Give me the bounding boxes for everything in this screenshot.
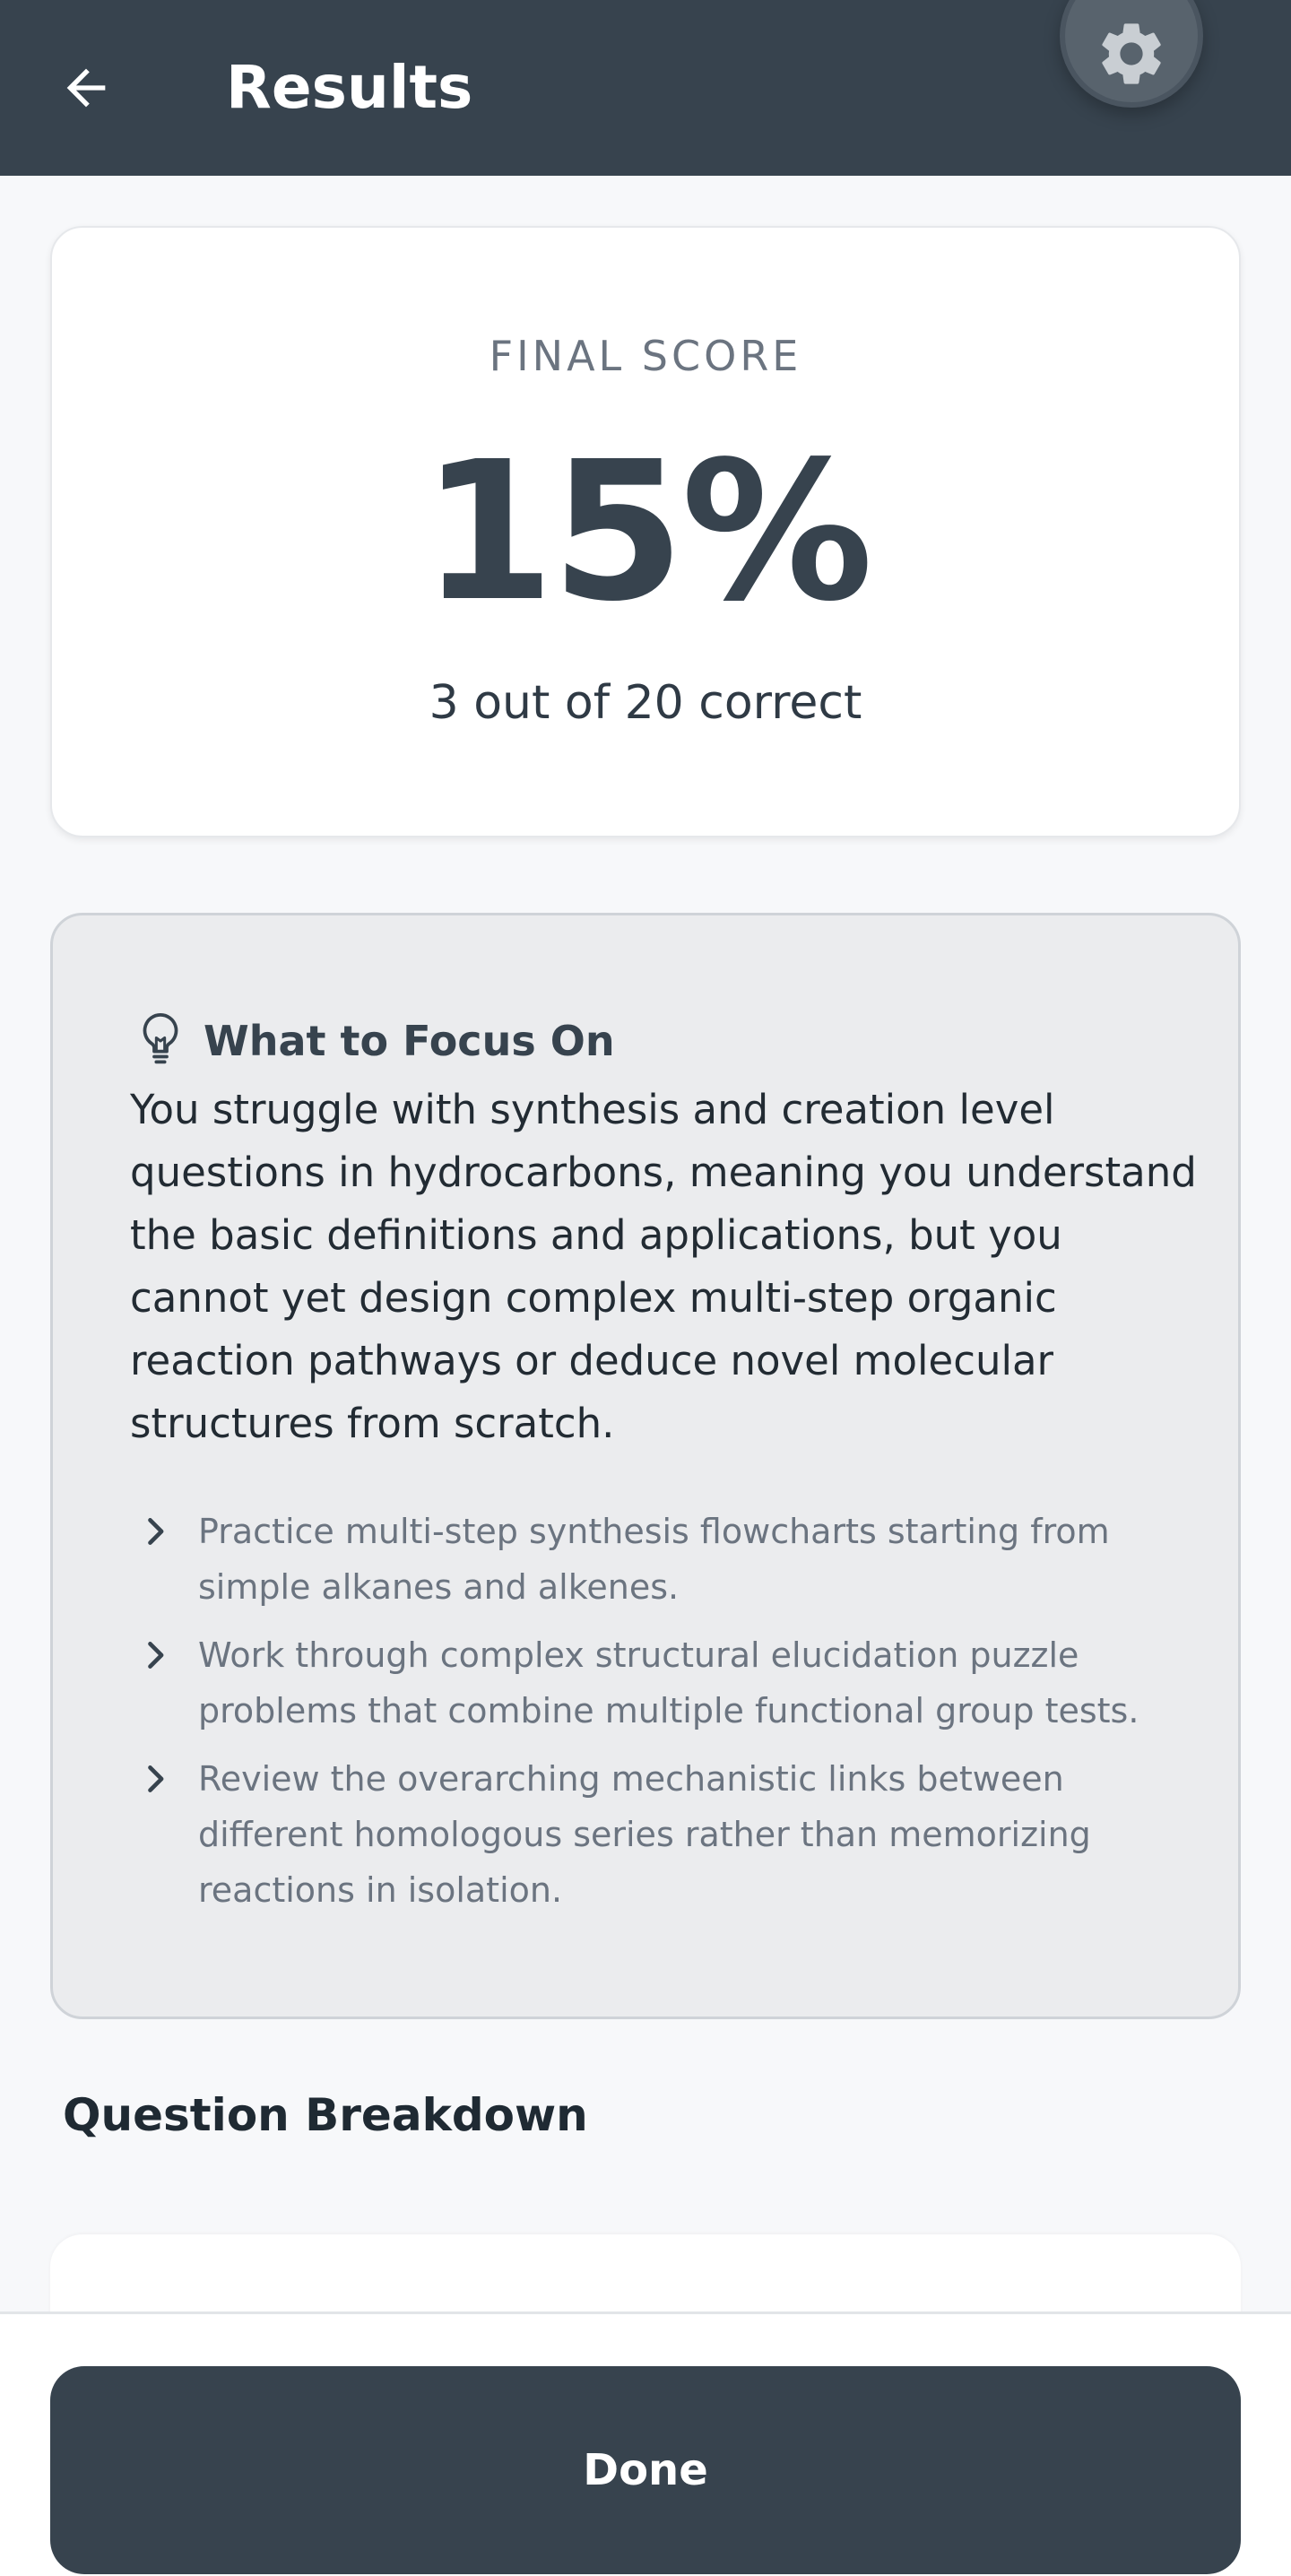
score-label: FINAL SCORE <box>489 332 802 380</box>
focus-tip <box>135 1504 1184 1615</box>
focus-tip <box>135 1627 1184 1739</box>
done-button[interactable]: Done <box>50 2366 1241 2574</box>
focus-tip-text: Work through complex structural elucidation puzzle problems that combine multiple functional group tests. <box>198 1635 1139 1730</box>
focus-title: What to Focus On <box>204 1017 615 1065</box>
chevron-right-icon <box>135 1627 177 1683</box>
chevron-right-icon <box>135 1504 177 1559</box>
lightbulb-icon <box>135 1009 186 1073</box>
breakdown-heading: Question Breakdown <box>63 2089 588 2141</box>
focus-tip-text: Practice multi-step synthesis flowcharts starting from simple alkanes and alkenes. <box>198 1512 1110 1607</box>
settings-button[interactable] <box>1060 0 1203 108</box>
app-header <box>0 0 1291 176</box>
score-summary: 3 out of 20 correct <box>429 676 862 730</box>
back-button[interactable] <box>50 52 122 124</box>
chevron-right-icon <box>135 1751 177 1807</box>
page-title: Results <box>226 53 473 122</box>
focus-tip <box>135 1751 1184 1918</box>
gear-icon <box>1094 16 1169 91</box>
score-card <box>50 226 1241 837</box>
focus-card <box>50 913 1241 2019</box>
focus-header <box>135 994 615 1088</box>
focus-tip-text: Review the overarching mechanistic links between different homologous series rather than memorizing reactions in isolation. <box>198 1759 1091 1910</box>
focus-tips-list <box>135 1504 1184 1930</box>
score-value: 15% <box>420 421 871 644</box>
focus-description: You struggle with synthesis and creation level questions in hydrocarbons, meaning you understand the basic definitions and applications, but you cannot yet design complex multi-step organic reaction pathways or deduce novel molecular structures from scratch. <box>130 1086 1197 1447</box>
bottom-bar <box>0 2311 1291 2576</box>
arrow-left-icon <box>57 59 115 117</box>
settings-button-inner <box>1065 0 1198 102</box>
